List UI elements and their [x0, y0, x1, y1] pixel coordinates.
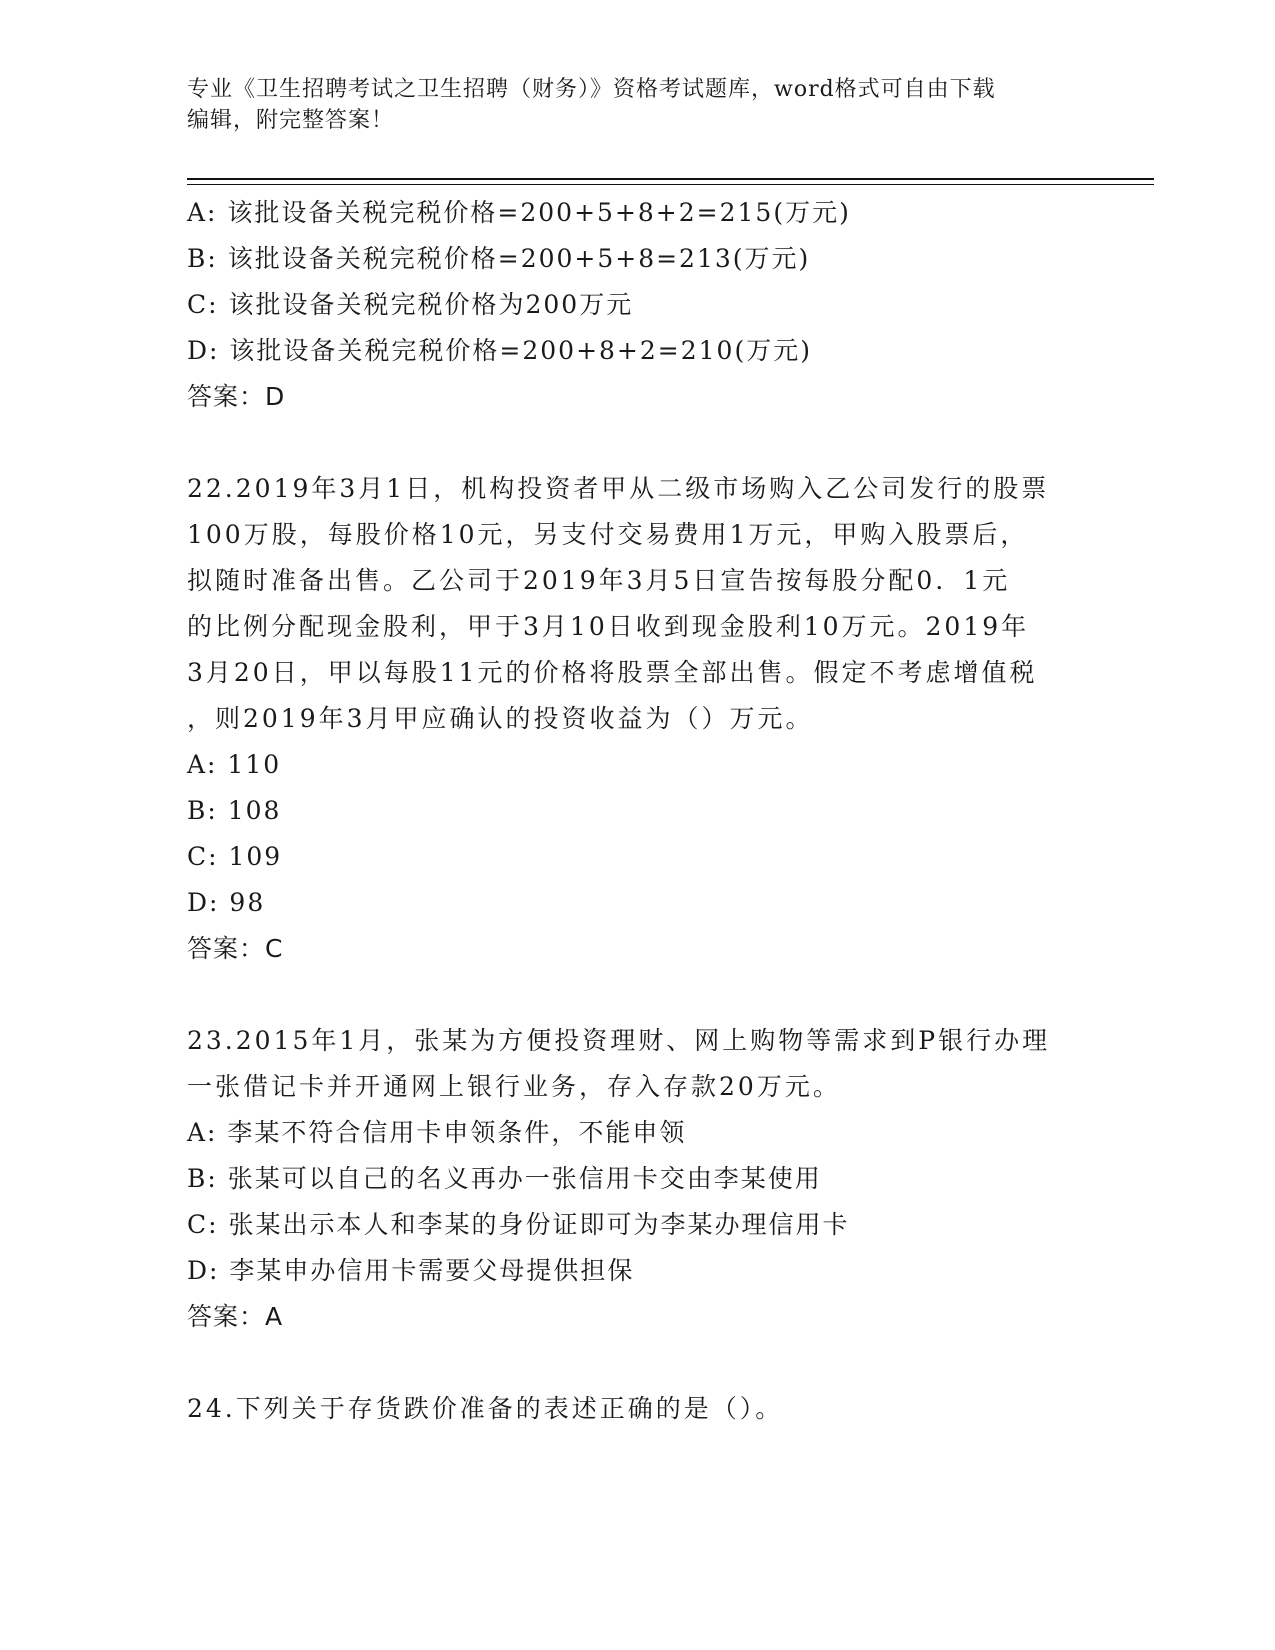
stem-line: 22.2019年3月1日，机构投资者甲从二级市场购入乙公司发行的股票: [187, 474, 1050, 503]
question-stem: [187, 466, 1092, 742]
option-a: A: 110: [187, 750, 282, 779]
header-line-1: 专业《卫生招聘考试之卫生招聘（财务）》资格考试题库，word格式可自由下载: [187, 77, 996, 102]
option-c: C: 109: [187, 842, 283, 871]
document-header: [187, 74, 1087, 136]
option-a: A: 该批设备关税完税价格=200+5+8+2=215(万元): [187, 198, 851, 227]
answer-line: 答案：C: [187, 934, 284, 963]
option-b: B: 108: [187, 796, 282, 825]
header-line-2: 编辑，附完整答案！: [187, 108, 395, 133]
header-divider-thin: [187, 184, 1154, 185]
question-content: [187, 190, 1092, 1432]
option-d: D: 该批设备关税完税价格=200+8+2=210(万元): [187, 336, 812, 365]
question-21: [187, 190, 1092, 420]
question-23: [187, 1018, 1092, 1340]
header-divider-thick: [187, 178, 1154, 180]
question-stem: [187, 1386, 1092, 1432]
answer-line: 答案：D: [187, 382, 286, 411]
stem-line: 100万股，每股价格10元，另支付交易费用1万元，甲购入股票后，: [187, 520, 1029, 549]
option-b: B: 张某可以自己的名义再办一张信用卡交由李某使用: [187, 1164, 822, 1193]
stem-line: ，则2019年3月甲应确认的投资收益为（）万元。: [187, 704, 814, 733]
question-24: [187, 1386, 1092, 1432]
stem-line: 一张借记卡并开通网上银行业务，存入存款20万元。: [187, 1072, 841, 1101]
stem-line: 23.2015年1月，张某为方便投资理财、网上购物等需求到P银行办理: [187, 1026, 1051, 1055]
stem-line: 拟随时准备出售。乙公司于2019年3月5日宣告按每股分配0．1元: [187, 566, 1011, 595]
stem-line: 24.下列关于存货跌价准备的表述正确的是（）。: [187, 1394, 784, 1423]
option-c: C: 张某出示本人和李某的身份证即可为李某办理信用卡: [187, 1210, 850, 1239]
stem-line: 3月20日，甲以每股11元的价格将股票全部出售。假定不考虑增值税: [187, 658, 1038, 687]
option-b: B: 该批设备关税完税价格=200+5+8=213(万元): [187, 244, 811, 273]
stem-line: 的比例分配现金股利，甲于3月10日收到现金股利10万元。2019年: [187, 612, 1030, 641]
option-a: A: 李某不符合信用卡申领条件，不能申领: [187, 1118, 687, 1147]
question-22: [187, 466, 1092, 972]
option-d: D: 李某申办信用卡需要父母提供担保: [187, 1256, 635, 1285]
option-d: D: 98: [187, 888, 266, 917]
question-stem: [187, 1018, 1092, 1110]
option-c: C: 该批设备关税完税价格为200万元: [187, 290, 634, 319]
answer-line: 答案：A: [187, 1302, 284, 1331]
